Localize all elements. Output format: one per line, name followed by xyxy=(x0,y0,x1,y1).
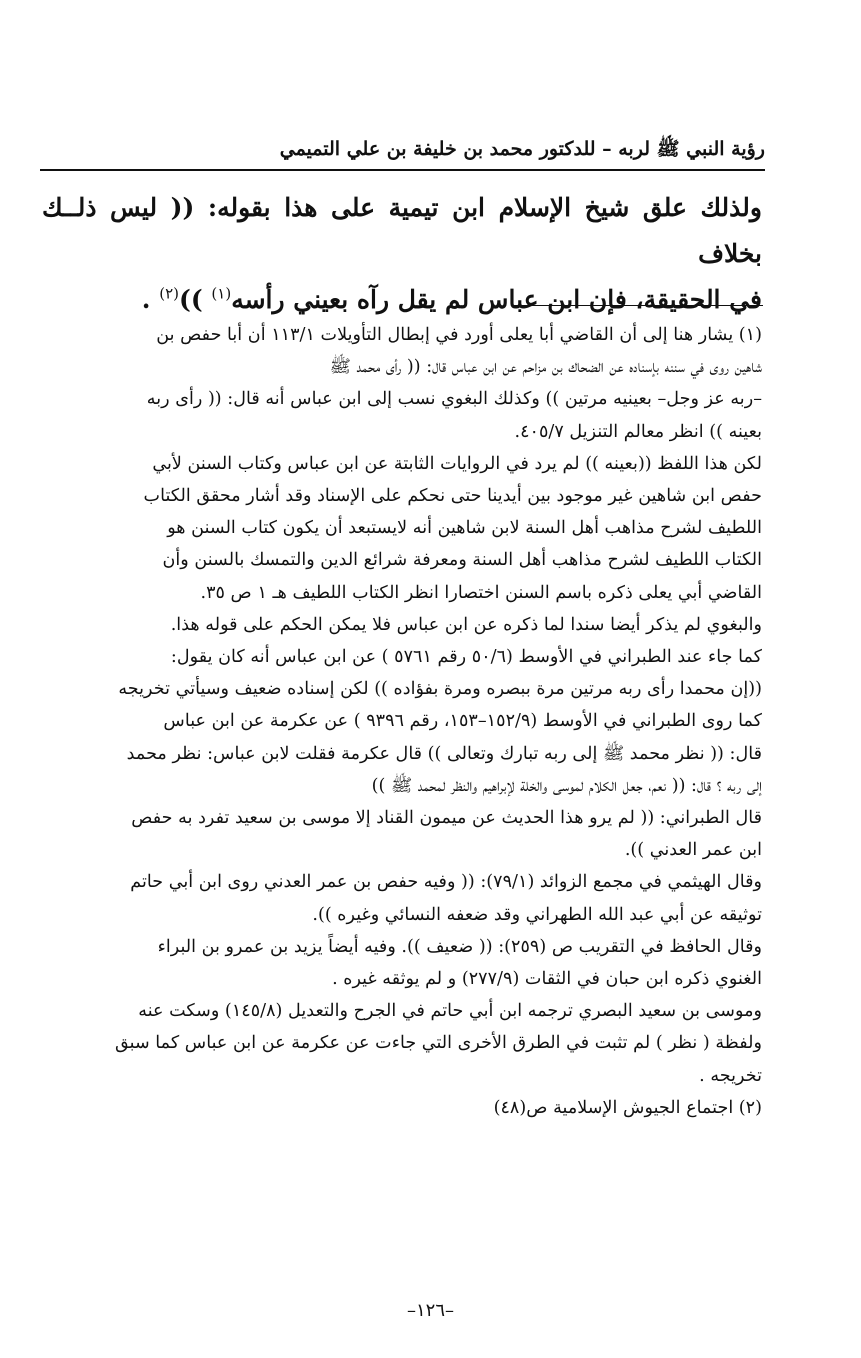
footnote-line: قال الطبراني: (( لم يرو هذا الحديث عن ميمون القناد إلا موسى بن سعيد تفرد به حفص xyxy=(131,808,762,829)
footnote-line: وقال الحافظ في التقريب ص (٢٥٩): (( ضعيف )). وفيه أيضاً يزيد بن عمرو بن البراء xyxy=(157,936,762,957)
footnote-line: ولفظة ( نظر ) لم تثبت في الطرق الأخرى التي جاءت عن عكرمة عن ابن عباس كما سبق xyxy=(114,1033,762,1054)
main-line-2-text: في الحقيقة، فإن ابن عباس لم يقل رآه بعيني رأسه xyxy=(231,285,762,314)
footnote-line: اللطيف لشرح مذاهب أهل السنة لابن شاهين أنه لايستبعد أن يكون كتاب السنن هو xyxy=(167,518,762,539)
footnote-line: بعينه )) انظر معالم التنزيل ٤٠٥/٧. xyxy=(514,421,762,442)
footnote-line: ((إن محمدا رأى ربه مرتين مرة ببصره ومرة بفؤاده )) لكن إسناده ضعيف وسيأتي تخريجه xyxy=(118,679,762,700)
footnote-line: –ربه عز وجل– بعينيه مرتين )) وكذلك البغوي نسب إلى ابن عباس أنه قال: (( رأى ربه xyxy=(146,389,762,410)
footnote-separator xyxy=(513,305,763,306)
footnote-line: وموسى بن سعيد البصري ترجمه ابن أبي حاتم في الجرح والتعديل (١٤٥/٨) وسكت عنه xyxy=(138,1001,762,1022)
running-header-title: رؤية النبي ﷺ لربه – للدكتور محمد بن خليفة بن علي التميمي xyxy=(279,138,765,160)
footnote-line: (٢) اجتماع الجيوش الإسلامية ص(٤٨) xyxy=(493,1097,762,1118)
sentence-end: . xyxy=(141,285,151,314)
footnote-line: توثيقه عن أبي عبد الله الطهراني وقد ضعفه النسائي وغيره )). xyxy=(312,904,762,925)
footnote-line: الغنوي ذكره ابن حبان في الثقات (٢٧٧/٩) و لم يوثقه غيره . xyxy=(332,969,762,990)
main-line-2 xyxy=(42,277,762,323)
footnote-line: كما جاء عند الطبراني في الأوسط (٥٠/٦ رقم ٥٧٦١ ) عن ابن عباس أنه كان يقول: xyxy=(170,647,762,668)
footnote-line: ابن عمر العدني )). xyxy=(624,840,762,861)
footnote-ref-2: (٢) xyxy=(159,284,180,303)
main-line-1: ولذلك علق شيخ الإسلام ابن تيمية على هذا بقوله: (( ليس ذلــك بخلاف xyxy=(42,193,762,268)
footnote-line: القاضي أبي يعلى ذكره باسم السنن اختصارا انظر الكتاب اللطيف هـ ١ ص ٣٥. xyxy=(200,582,762,603)
page-number: –١٢٦– xyxy=(406,1300,454,1321)
footnote-line: الكتاب اللطيف لشرح مذاهب أهل السنة ومعرفة شرائع الدين والتمسك بالسنن وأن xyxy=(162,550,762,571)
footnote-line: قال: (( نظر محمد ﷺ إلى ربه تبارك وتعالى )) قال عكرمة فقلت لابن عباس: نظر محمد xyxy=(126,743,762,764)
footnote-line: حفص ابن شاهين غير موجود بين أيدينا حتى نحكم على الإسناد وقد أشار محقق الكتاب xyxy=(143,486,762,507)
footnote-line: والبغوي لم يذكر أيضا سندا لما ذكره عن ابن عباس فلا يمكن الحكم على قوله هذا. xyxy=(170,614,762,635)
footnote-ref-1: (١) xyxy=(211,284,232,303)
footnote-line: (١) يشار هنا إلى أن القاضي أبا يعلى أورد في إبطال التأويلات ١١٣/١ أن أبا حفص بن xyxy=(156,325,762,345)
footnote-line: شاهين روى في سننه بإسناده عن الضحاك بن مزاحم عن ابن عباس قال: (( رأى محمد ﷺ xyxy=(329,357,762,378)
footnote-line: وقال الهيثمي في مجمع الزوائد (٧٩/١): (( وفيه حفص بن عمر العدني روى ابن أبي حاتم xyxy=(130,872,762,893)
footnote-line: لكن هذا اللفظ ((بعينه )) لم يرد في الروايات الثابتة عن ابن عباس وكتاب السنن لأبي xyxy=(152,453,762,474)
main-paragraph xyxy=(42,185,762,323)
footnote-line: إلى ربه ؟ قال: (( نعم، جعل الكلام لموسى والخلة لإبراهيم والنظر لمحمد ﷺ )) xyxy=(371,775,762,796)
header-rule xyxy=(40,169,765,171)
footnote-line: كما روى الطبراني في الأوسط (١٥٢/٩–١٥٣، رقم ٩٣٩٦ ) عن عكرمة عن ابن عباس xyxy=(163,711,762,732)
closing-brackets: )) xyxy=(179,285,203,314)
footnote-line: تخريجه . xyxy=(699,1065,762,1086)
footnotes-block xyxy=(42,319,762,1124)
